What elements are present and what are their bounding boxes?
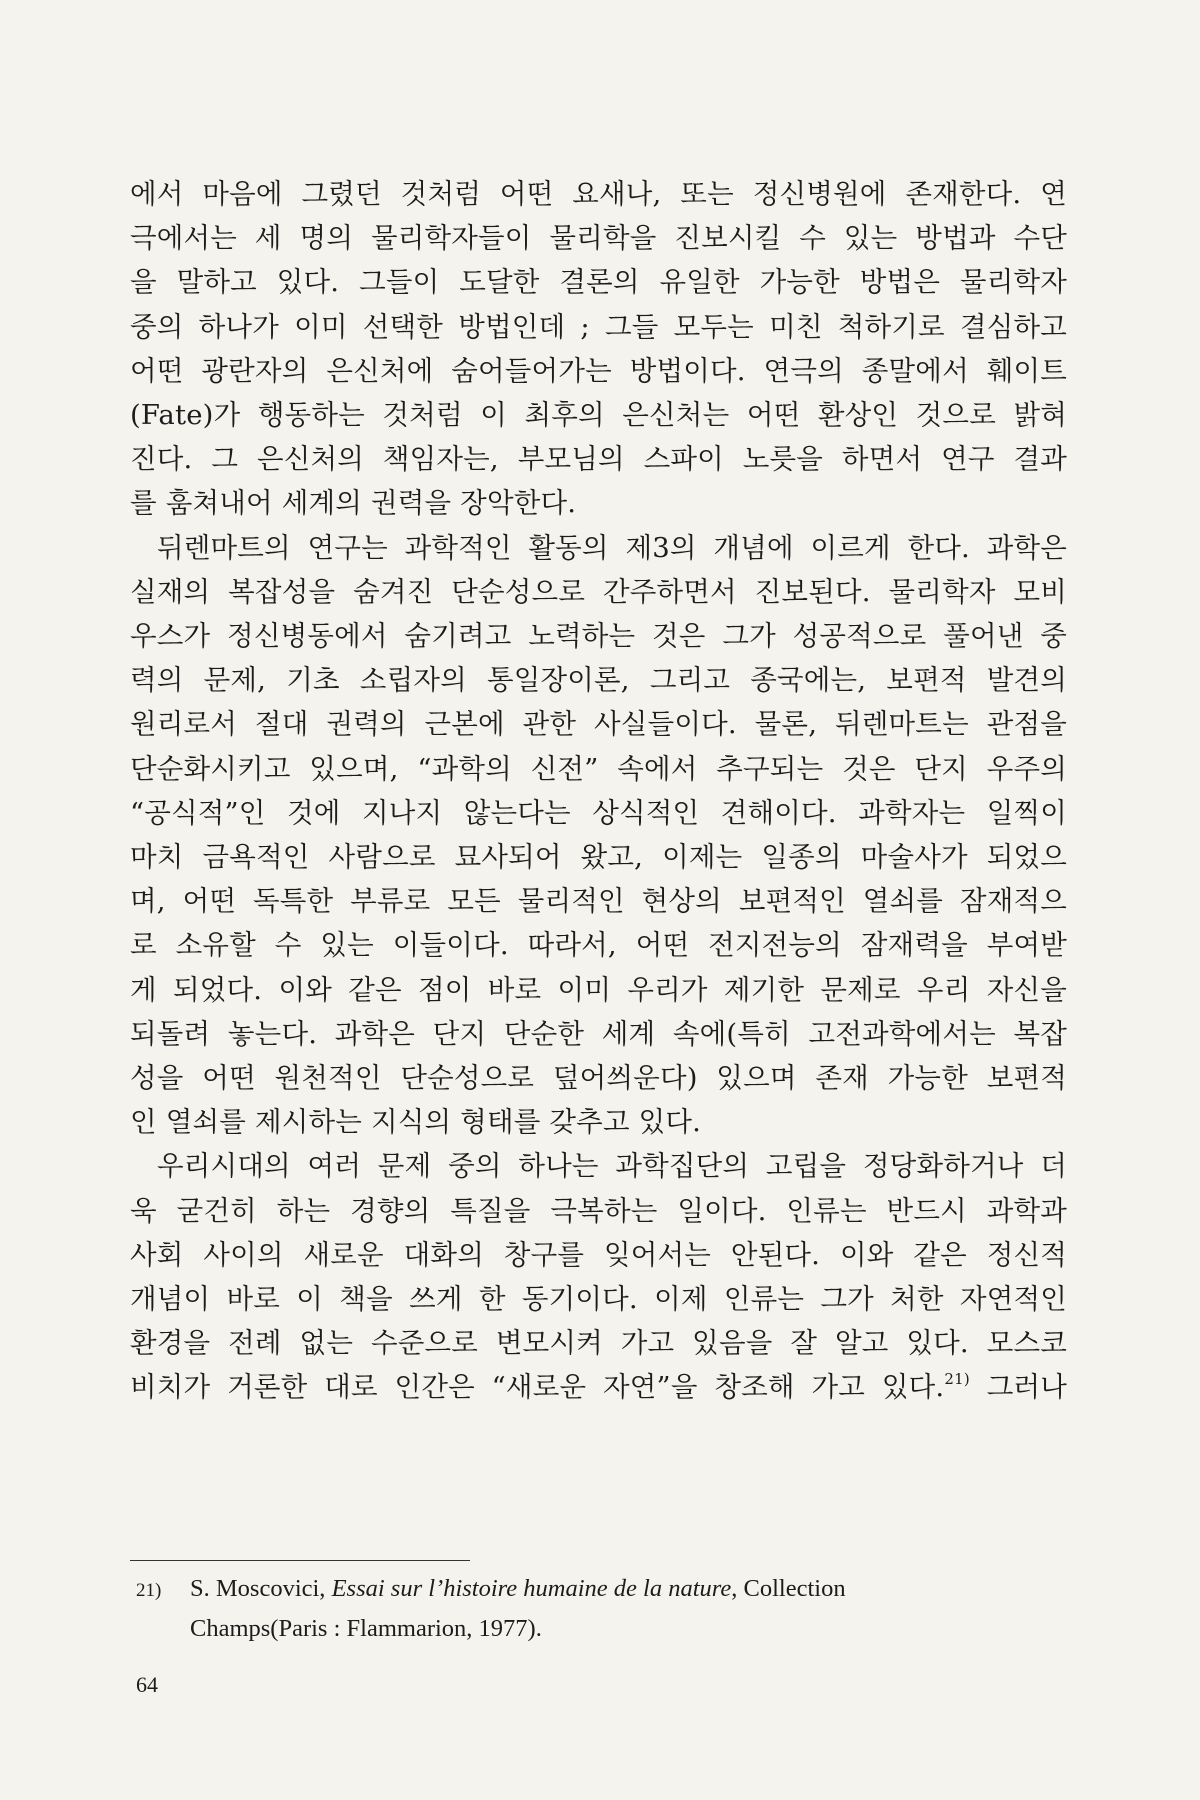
line-tail: 그러나	[969, 1371, 1067, 1404]
page-number: 64	[136, 1672, 158, 1697]
text-line: 개념이 바로 이 책을 쓰게 한 동기이다. 이제 인류는 그가 처한 자연적인	[130, 1283, 1067, 1316]
footnote-author: S. Moscovici,	[190, 1575, 332, 1602]
text-line: 로 소유할 수 있는 이들이다. 따라서, 어떤 전지전능의 잠재력을 부여받	[130, 929, 1067, 962]
footnote-collection: , Collection	[731, 1575, 846, 1602]
text-line: 중의 하나가 이미 선택한 방법인데 ; 그들 모두는 미친 척하기로 결심하고	[130, 310, 1067, 343]
text-line: 력의 문제, 기초 소립자의 통일장이론, 그리고 종국에는, 보편적 발견의	[130, 664, 1067, 697]
text-line: 환경을 전례 없는 수준으로 변모시켜 가고 있음을 잘 알고 있다. 모스코	[130, 1327, 1067, 1360]
text-line: 진다. 그 은신처의 책임자는, 부모님의 스파이 노릇을 하면서 연구 결과	[130, 443, 1067, 476]
paragraph-3	[130, 1144, 1067, 1409]
text-line: 되돌려 놓는다. 과학은 단지 단순한 세계 속에(특히 고전과학에서는 복잡	[130, 1017, 1067, 1050]
text-line: 우스가 정신병동에서 숨기려고 노력하는 것은 그가 성공적으로 풀어낸 중	[130, 620, 1067, 653]
paragraph-2	[130, 526, 1067, 1145]
text-line: 사회 사이의 새로운 대화의 창구를 잊어서는 안된다. 이와 같은 정신적	[130, 1238, 1067, 1271]
text-line-with-ref	[130, 1365, 1067, 1409]
text-line: 뒤렌마트의 연구는 과학적인 활동의 제3의 개념에 이르게 한다. 과학은	[157, 531, 1067, 564]
text-line: 를 훔쳐내어 세계의 권력을 장악한다.	[130, 487, 577, 520]
text-line: 며, 어떤 독특한 부류로 모든 물리적인 현상의 보편적인 열쇠를 잠재적으	[130, 885, 1067, 918]
text-line: 욱 굳건히 하는 경향의 특질을 극복하는 일이다. 인류는 반드시 과학과	[130, 1194, 1067, 1227]
text-line: 인 열쇠를 제시하는 지식의 형태를 갖추고 있다.	[130, 1106, 702, 1139]
body-text	[130, 172, 1067, 1410]
footnote-line-2: Champs(Paris : Flammarion, 1977).	[190, 1615, 542, 1642]
text-line: 성을 어떤 원천적인 단순성으로 덮어씌운다) 있으며 존재 가능한 보편적	[130, 1062, 1067, 1095]
text-line: 실재의 복잡성을 숨겨진 단순성으로 간주하면서 진보된다. 물리학자 모비	[130, 575, 1067, 608]
footnote-book-title: Essai sur l’histoire humaine de la nature	[331, 1575, 732, 1602]
footnote-number: 21)	[136, 1580, 162, 1601]
footnote-reference[interactable]: 21)	[944, 1370, 970, 1389]
line-text: 비치가 거론한 대로 인간은 “새로운 자연”을 창조해 가고 있다.	[130, 1371, 945, 1404]
paragraph-1	[130, 172, 1067, 526]
text-line: 을 말하고 있다. 그들이 도달한 결론의 유일한 가능한 방법은 물리학자	[130, 266, 1067, 299]
text-line: 에서 마음에 그렸던 것처럼 어떤 요새나, 또는 정신병원에 존재한다. 연	[130, 178, 1067, 210]
text-line: (Fate)가 행동하는 것처럼 이 최후의 은신처는 어떤 환상인 것으로 밝혀	[130, 399, 1067, 432]
text-line: 우리시대의 여러 문제 중의 하나는 과학집단의 고립을 정당화하거나 더	[157, 1150, 1067, 1183]
text-line: 게 되었다. 이와 같은 점이 바로 이미 우리가 제기한 문제로 우리 자신을	[130, 973, 1067, 1006]
text-line: “공식적”인 것에 지나지 않는다는 상식적인 견해이다. 과학자는 일찍이	[130, 796, 1067, 829]
text-line: 마치 금욕적인 사람으로 묘사되어 왔고, 이제는 일종의 마술사가 되었으	[130, 841, 1067, 874]
text-line: 어떤 광란자의 은신처에 숨어들어가는 방법이다. 연극의 종말에서 훼이트	[130, 354, 1067, 387]
text-line: 극에서는 세 명의 물리학자들이 물리학을 진보시킬 수 있는 방법과 수단	[130, 222, 1067, 255]
footnote-divider	[130, 1560, 470, 1561]
text-line: 단순화시키고 있으며, “과학의 신전” 속에서 추구되는 것은 단지 우주의	[130, 752, 1067, 785]
footnote-line-1	[136, 1570, 1071, 1610]
text-line: 원리로서 절대 권력의 근본에 관한 사실들이다. 물론, 뒤렌마트는 관점을	[130, 708, 1067, 741]
footnote	[136, 1570, 1071, 1648]
